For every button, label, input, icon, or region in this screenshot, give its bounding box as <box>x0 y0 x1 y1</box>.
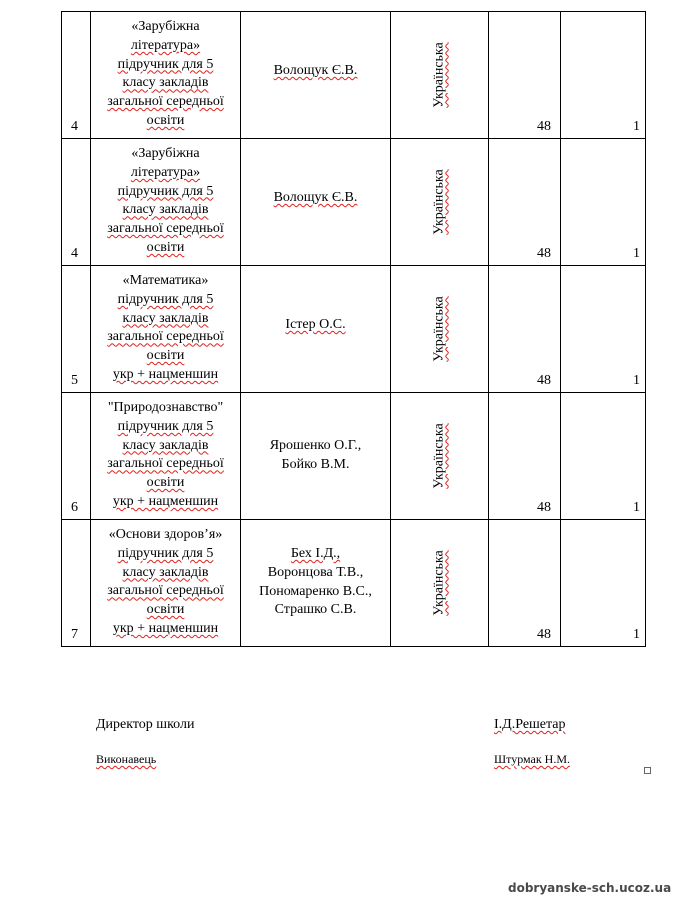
textbook-title <box>91 266 241 393</box>
title-line: класу закладів <box>122 75 209 91</box>
row-number: 4 <box>62 12 91 139</box>
author-name: Волощук Є.В. <box>273 190 358 205</box>
language-label: Українська <box>431 296 447 362</box>
copies-cell: 1 <box>561 520 646 647</box>
quantity-cell: 48 <box>489 266 561 393</box>
language-label: Українська <box>431 169 447 235</box>
language-label: Українська <box>431 550 447 616</box>
quantity-cell: 48 <box>489 12 561 139</box>
textbook-title <box>91 393 241 520</box>
title-line: «Математика» <box>122 273 209 288</box>
site-watermark: dobryanske-sch.ucoz.ua <box>508 881 672 895</box>
author-name: Бойко В.М. <box>281 456 350 472</box>
title-line: підручник для 5 <box>117 418 214 434</box>
language-cell <box>391 139 489 266</box>
textbook-title <box>91 12 241 139</box>
language-cell <box>391 12 489 139</box>
table-row <box>62 12 646 139</box>
title-line: укр + нацменшин <box>112 366 219 382</box>
row-number: 5 <box>62 266 91 393</box>
table-row <box>62 393 646 520</box>
quantity-cell: 48 <box>489 139 561 266</box>
title-line: література» <box>130 37 201 53</box>
textbook-authors <box>241 139 391 266</box>
copies-cell: 1 <box>561 139 646 266</box>
title-line: освіти <box>146 348 185 364</box>
textbook-title <box>91 520 241 647</box>
title-line: література» <box>130 164 201 180</box>
author-name: Пономаренко В.С., <box>259 583 372 599</box>
title-line: класу закладів <box>122 202 209 218</box>
title-line: загальної середньої <box>107 583 224 599</box>
title-line: "Природознавство" <box>107 400 224 415</box>
director-signature-label: Директор школи <box>96 717 195 732</box>
copies-cell: 1 <box>561 266 646 393</box>
textbook-table <box>61 11 646 647</box>
row-number: 7 <box>62 520 91 647</box>
title-line: загальної середньої <box>107 94 224 110</box>
title-line: освіти <box>146 112 185 128</box>
director-name: І.Д.Решетар <box>494 717 566 732</box>
title-line: загальної середньої <box>107 221 224 237</box>
language-cell <box>391 393 489 520</box>
title-line: освіти <box>146 475 185 491</box>
title-line: підручник для 5 <box>117 291 214 307</box>
title-line: класу закладів <box>122 310 209 326</box>
author-name: Воронцова Т.В., <box>267 564 364 580</box>
textbook-authors <box>241 520 391 647</box>
title-line: підручник для 5 <box>117 56 214 72</box>
author-name: Бех І.Д., <box>290 546 341 561</box>
title-line: підручник для 5 <box>117 183 214 199</box>
title-line: освіти <box>146 239 185 255</box>
quantity-cell: 48 <box>489 393 561 520</box>
author-name: Істер О.С. <box>285 317 346 332</box>
table-row <box>62 266 646 393</box>
title-line: загальної середньої <box>107 456 224 472</box>
table-row <box>62 520 646 647</box>
textbook-title <box>91 139 241 266</box>
title-line: класу закладів <box>122 564 209 580</box>
author-name: Волощук Є.В. <box>273 63 358 78</box>
title-line: загальної середньої <box>107 329 224 345</box>
row-number: 4 <box>62 139 91 266</box>
textbook-authors <box>241 266 391 393</box>
title-line: підручник для 5 <box>117 545 214 561</box>
title-line: «Зарубіжна <box>131 146 200 161</box>
language-cell <box>391 266 489 393</box>
textbook-authors <box>241 12 391 139</box>
title-line: укр + нацменшин <box>112 620 219 636</box>
title-line: укр + нацменшин <box>112 493 219 509</box>
executor-name: Штурмак Н.М. <box>494 752 571 766</box>
textbook-authors <box>241 393 391 520</box>
title-line: класу закладів <box>122 437 209 453</box>
author-name: Страшко С.В. <box>274 602 357 618</box>
title-line: освіти <box>146 602 185 618</box>
copies-cell: 1 <box>561 393 646 520</box>
row-number: 6 <box>62 393 91 520</box>
quantity-cell: 48 <box>489 520 561 647</box>
language-label: Українська <box>431 423 447 489</box>
title-line: «Зарубіжна <box>131 19 200 34</box>
executor-label: Виконавець <box>96 752 157 766</box>
copies-cell: 1 <box>561 12 646 139</box>
title-line: «Основи здоров’я» <box>108 527 223 542</box>
author-name: Ярошенко О.Г., <box>269 438 362 453</box>
paragraph-mark-icon <box>644 767 651 774</box>
language-label: Українська <box>431 42 447 108</box>
table-row <box>62 139 646 266</box>
language-cell <box>391 520 489 647</box>
